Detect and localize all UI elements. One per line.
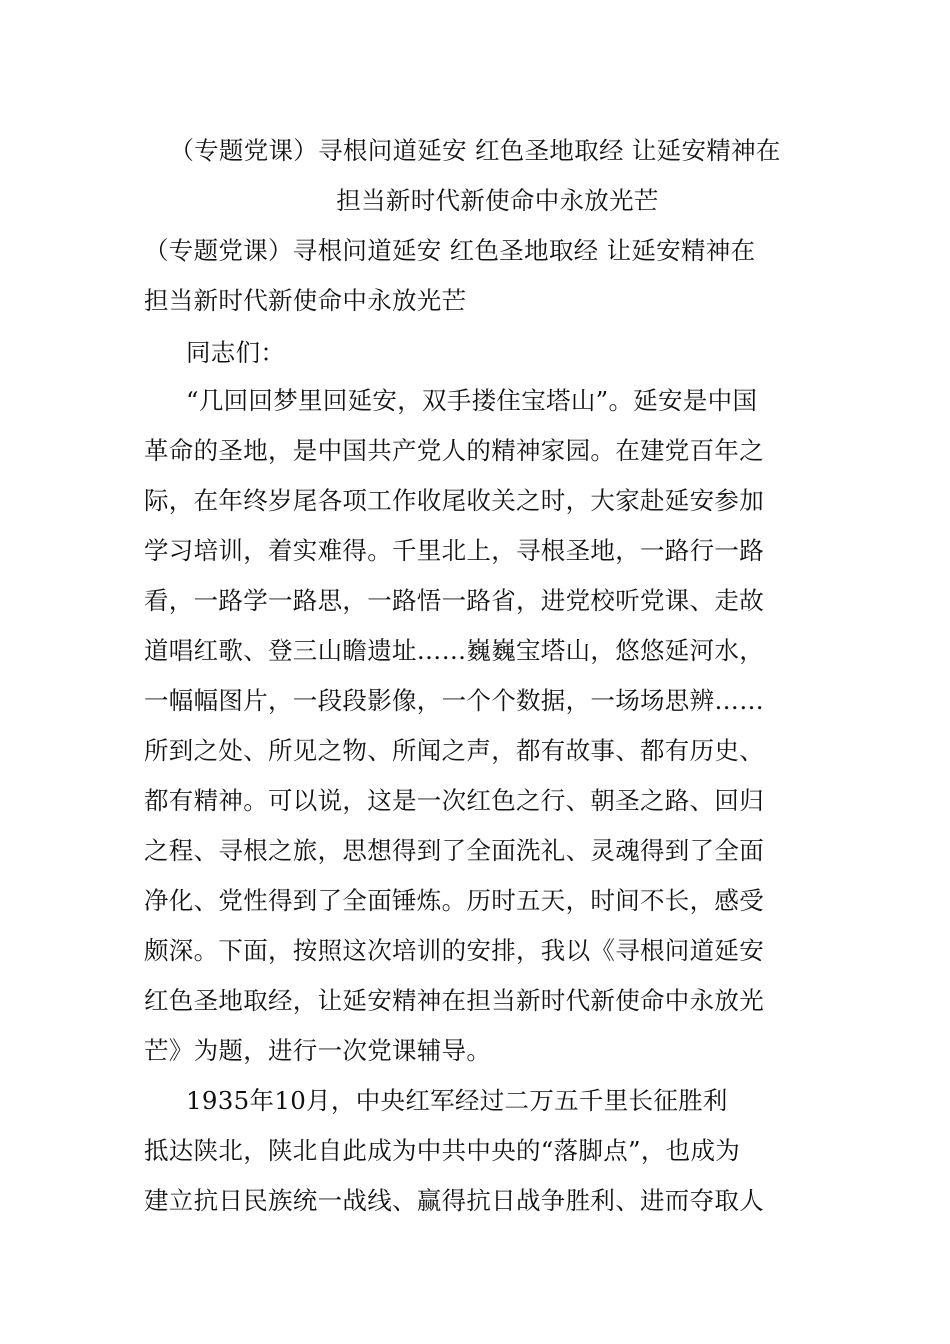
paragraph2-line-3: 建立抗日民族统一战线、赢得抗日战争胜利、进而夺取人 (144, 1186, 764, 1215)
heading-line-2: 担当新时代新使命中永放光芒 (144, 286, 467, 315)
paragraph1-line-11: 净化、党性得到了全面锤炼。历时五天，时间不长，感受 (144, 886, 764, 915)
paragraph1-line-14: 芒》为题，进行一次党课辅导。 (144, 1036, 492, 1065)
salutation: 同志们： (186, 338, 286, 367)
paragraph1-line-9: 都有精神。可以说，这是一次红色之行、朝圣之路、回归 (144, 786, 764, 815)
document-title-line-2: 担当新时代新使命中永放光芒 (336, 186, 659, 215)
paragraph2-line-2: 抵达陕北，陕北自此成为中共中央的“落脚点”，也成为 (144, 1136, 741, 1165)
paragraph1-line-6: 道唱红歌、登三山瞻遗址……巍巍宝塔山，悠悠延河水， (144, 636, 764, 665)
paragraph1-line-3: 际，在年终岁尾各项工作收尾收关之时，大家赴延安参加 (144, 486, 764, 515)
paragraph1-line-8: 所到之处、所见之物、所闻之声，都有故事、都有历史、 (144, 736, 764, 765)
paragraph2-line-1: 1935年10月，中央红军经过二万五千里长征胜利 (186, 1086, 728, 1115)
paragraph1-line-5: 看，一路学一路思，一路悟一路省，进党校听党课、走故 (144, 586, 764, 615)
paragraph1-line-4: 学习培训，着实难得。千里北上，寻根圣地，一路行一路 (144, 536, 764, 565)
heading-line-1: （专题党课）寻根问道延安 红色圣地取经 让延安精神在 (144, 236, 756, 265)
paragraph1-line-10: 之程、寻根之旅，思想得到了全面洗礼、灵魂得到了全面 (144, 836, 764, 865)
paragraph1-line-7: 一幅幅图片，一段段影像，一个个数据，一场场思辨…… (144, 686, 764, 715)
paragraph1-line-2: 革命的圣地，是中国共产党人的精神家园。在建党百年之 (144, 436, 764, 465)
document-title-line-1: （专题党课）寻根问道延安 红色圣地取经 让延安精神在 (169, 136, 781, 165)
paragraph1-line-13: 红色圣地取经，让延安精神在担当新时代新使命中永放光 (144, 986, 764, 1015)
paragraph1-line-1: “几回回梦里回延安，双手搂住宝塔山”。延安是中国 (186, 386, 758, 415)
paragraph1-line-12: 颇深。下面，按照这次培训的安排，我以《寻根问道延安 (144, 936, 764, 965)
